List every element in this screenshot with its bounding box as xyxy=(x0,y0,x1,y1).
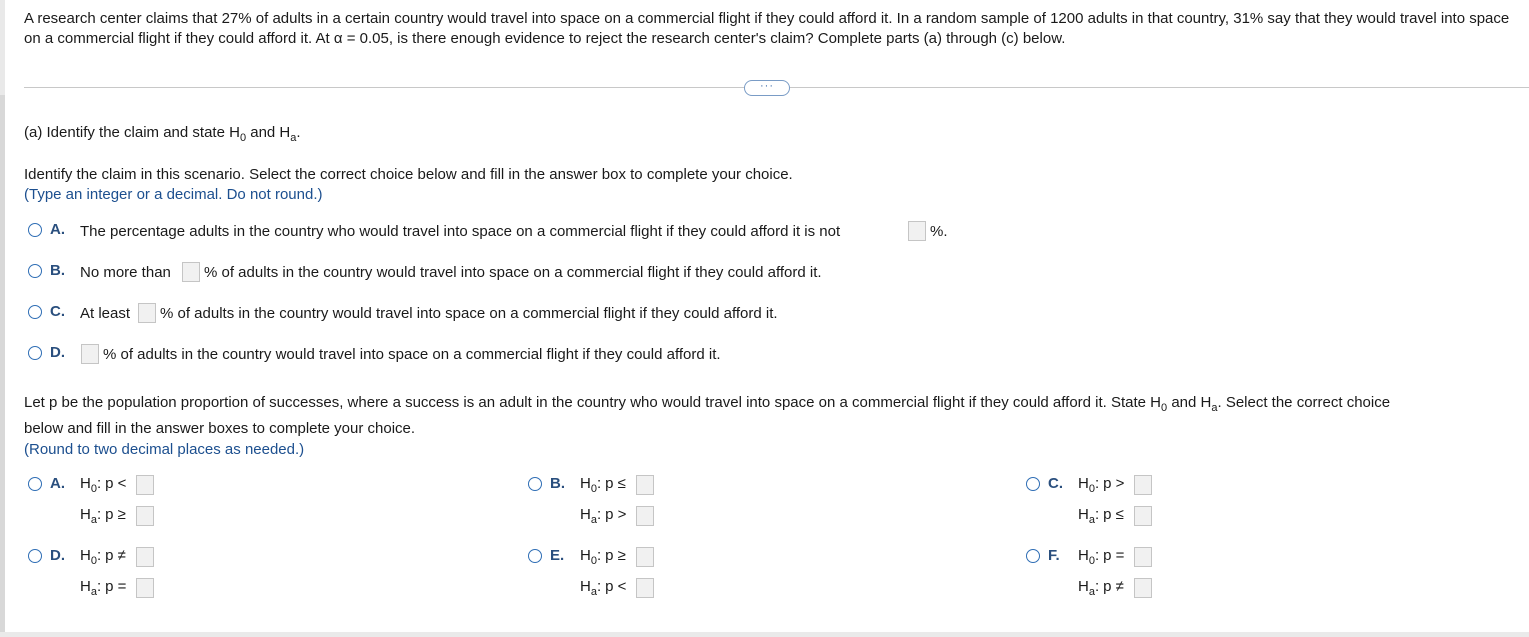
h0-label: H xyxy=(80,547,91,564)
hypothesis-choice-a-radio[interactable] xyxy=(28,477,42,491)
ha-operator: p ≠ xyxy=(1103,578,1124,595)
ha-label: H xyxy=(1078,578,1089,595)
h0-colon: : xyxy=(1094,475,1100,492)
ha-label: H xyxy=(580,506,591,523)
hypothesis-choice-f-h0-answer-box[interactable] xyxy=(1134,547,1152,567)
expand-more-button[interactable]: ··· xyxy=(744,80,790,96)
claim-choice-c-text: At least xyxy=(80,305,131,322)
ha-subscript: a xyxy=(1088,586,1095,598)
hypothesis-choice-f-radio[interactable] xyxy=(1026,549,1040,563)
claim-choice-a-text: The percentage adults in the country who would travel into space on a commercial flight if they could afford it is not xyxy=(80,223,841,240)
hypothesis-choice-c-letter: C. xyxy=(1048,475,1063,492)
h0-label: H xyxy=(80,475,91,492)
ha-subscript: a xyxy=(90,586,97,598)
claim-choice-b-answer-box[interactable] xyxy=(182,262,200,282)
ha-colon: : xyxy=(596,506,602,523)
ha-operator: p ≥ xyxy=(105,506,126,523)
ha-colon: : xyxy=(1094,506,1100,523)
ha-colon: : xyxy=(596,578,602,595)
h0-label: H xyxy=(580,475,591,492)
claim-choice-c-answer-box[interactable] xyxy=(138,303,156,323)
hypothesis-choice-f-ha xyxy=(1078,577,1124,597)
claim-instruction: Identify the claim in this scenario. Select the correct choice below and fill in the answer box to complete your choice. xyxy=(24,166,793,183)
hypothesis-choice-c-radio[interactable] xyxy=(1026,477,1040,491)
h0-colon: : xyxy=(1094,547,1100,564)
claim-choice-a-answer-box[interactable] xyxy=(908,221,926,241)
hypothesis-choice-c-ha-answer-box[interactable] xyxy=(1134,506,1152,526)
h0-colon: : xyxy=(596,547,602,564)
hypotheses-instruction-and: and H xyxy=(1167,394,1212,411)
hypothesis-choice-d-h0 xyxy=(80,546,126,566)
h0-subscript: 0 xyxy=(239,132,247,144)
hypothesis-choice-a-ha xyxy=(80,505,126,525)
hypothesis-choice-b-radio[interactable] xyxy=(528,477,542,491)
ha-label: H xyxy=(580,578,591,595)
hypotheses-instruction-line2: below and fill in the answer boxes to complete your choice. xyxy=(24,420,416,437)
ha-colon: : xyxy=(1094,578,1100,595)
claim-choice-b-suffix: % of adults in the country would travel into space on a commercial flight if they could afford it. xyxy=(204,264,822,281)
hypothesis-choice-f-letter: F. xyxy=(1048,547,1060,564)
h0-label: H xyxy=(1078,547,1089,564)
hypothesis-choice-b-ha xyxy=(580,505,626,525)
hypothesis-choice-e-ha-answer-box[interactable] xyxy=(636,578,654,598)
hypothesis-choice-c-h0-answer-box[interactable] xyxy=(1134,475,1152,495)
ha-colon: : xyxy=(96,506,102,523)
hypothesis-choice-e-letter: E. xyxy=(550,547,565,564)
hypothesis-choice-e-ha xyxy=(580,577,626,597)
ha-subscript: a xyxy=(1088,514,1095,526)
ha-operator: p ≤ xyxy=(1103,506,1124,523)
hypothesis-choice-d-radio[interactable] xyxy=(28,549,42,563)
ha-operator: p < xyxy=(605,578,627,595)
hypothesis-choice-b-ha-answer-box[interactable] xyxy=(636,506,654,526)
claim-choice-a-letter: A. xyxy=(50,221,65,238)
claim-choice-d-answer-box[interactable] xyxy=(81,344,99,364)
claim-choice-c-radio[interactable] xyxy=(28,305,42,319)
claim-choice-a-suffix: %. xyxy=(930,223,948,240)
part-a-heading-end: . xyxy=(296,124,301,141)
h0-subscript: 0 xyxy=(90,555,97,567)
hypothesis-choice-c-ha xyxy=(1078,505,1124,525)
h0-operator: p ≤ xyxy=(605,475,626,492)
hypothesis-choice-a-h0-answer-box[interactable] xyxy=(136,475,154,495)
claim-choice-d-letter: D. xyxy=(50,344,65,361)
ha-subscript: a xyxy=(590,514,597,526)
claim-choice-b-radio[interactable] xyxy=(28,264,42,278)
hypothesis-choice-f-h0 xyxy=(1078,546,1124,566)
ha-subscript: a xyxy=(290,132,297,144)
h0-colon: : xyxy=(596,475,602,492)
part-a-heading-and: and H xyxy=(246,124,291,141)
claim-choice-b-text: No more than xyxy=(80,264,171,281)
hypothesis-choice-d-ha xyxy=(80,577,126,597)
ha-operator: p > xyxy=(605,506,627,523)
hypothesis-choice-e-h0 xyxy=(580,546,626,566)
hypothesis-choice-c-h0 xyxy=(1078,474,1124,494)
hypothesis-choice-d-ha-answer-box[interactable] xyxy=(136,578,154,598)
ha-subscript: a xyxy=(1211,402,1218,414)
claim-choice-b-letter: B. xyxy=(50,262,65,279)
hypothesis-choice-b-h0-answer-box[interactable] xyxy=(636,475,654,495)
h0-operator: p ≥ xyxy=(605,547,626,564)
h0-subscript: 0 xyxy=(1088,483,1095,495)
ha-subscript: a xyxy=(590,586,597,598)
h0-subscript: 0 xyxy=(590,555,597,567)
h0-operator: p ≠ xyxy=(105,547,126,564)
hypothesis-choice-f-ha-answer-box[interactable] xyxy=(1134,578,1152,598)
h0-subscript: 0 xyxy=(90,483,97,495)
hypothesis-choice-d-letter: D. xyxy=(50,547,65,564)
hypothesis-choice-e-radio[interactable] xyxy=(528,549,542,563)
part-a-heading xyxy=(24,123,301,143)
claim-choice-d-radio[interactable] xyxy=(28,346,42,360)
ha-colon: : xyxy=(96,578,102,595)
h0-subscript: 0 xyxy=(1161,402,1168,414)
hypothesis-choice-b-h0 xyxy=(580,474,626,494)
claim-choice-d-suffix: % of adults in the country would travel into space on a commercial flight if they could afford it. xyxy=(103,346,721,363)
part-a-heading-text: (a) Identify the claim and state H xyxy=(24,124,240,141)
h0-operator: p > xyxy=(1103,475,1125,492)
claim-choice-c-suffix: % of adults in the country would travel into space on a commercial flight if they could afford it. xyxy=(160,305,778,322)
h0-operator: p = xyxy=(1103,547,1125,564)
h0-label: H xyxy=(580,547,591,564)
hypothesis-choice-a-letter: A. xyxy=(50,475,65,492)
hypotheses-instruction-end: . Select the correct choice xyxy=(1217,394,1391,411)
hypothesis-choice-d-h0-answer-box[interactable] xyxy=(136,547,154,567)
h0-subscript: 0 xyxy=(1088,555,1095,567)
ha-subscript: a xyxy=(90,514,97,526)
hypotheses-instruction-text: Let p be the population proportion of successes, where a success is an adult in the country who would travel into space on a commercial flight if they could afford it. State H xyxy=(24,394,1162,411)
hypotheses-instruction xyxy=(24,393,1390,413)
hypothesis-choice-e-h0-answer-box[interactable] xyxy=(636,547,654,567)
ha-label: H xyxy=(80,578,91,595)
problem-statement: A research center claims that 27% of adults in a certain country would travel into space on a commercial flight if they could afford it. In a random sample of 1200 adults in that country, 31% say that they would travel into space on a commercial flight if they could afford it. At α = 0.05, is there enough evidence to reject the research center's claim? Complete parts (a) through (c) below. xyxy=(24,10,1510,47)
claim-hint: (Type an integer or a decimal. Do not round.) xyxy=(24,186,323,203)
hypothesis-choice-b-letter: B. xyxy=(550,475,565,492)
hypotheses-hint: (Round to two decimal places as needed.) xyxy=(24,441,305,458)
h0-colon: : xyxy=(96,475,102,492)
ha-label: H xyxy=(80,506,91,523)
bottom-frame xyxy=(0,632,1529,637)
left-frame-dark xyxy=(0,95,5,637)
h0-colon: : xyxy=(96,547,102,564)
claim-choice-c-letter: C. xyxy=(50,303,65,320)
ha-label: H xyxy=(1078,506,1089,523)
h0-operator: p < xyxy=(105,475,127,492)
hypothesis-choice-a-ha-answer-box[interactable] xyxy=(136,506,154,526)
hypothesis-choice-a-h0 xyxy=(80,474,126,494)
claim-choice-a-radio[interactable] xyxy=(28,223,42,237)
h0-subscript: 0 xyxy=(590,483,597,495)
ha-operator: p = xyxy=(105,578,127,595)
h0-label: H xyxy=(1078,475,1089,492)
